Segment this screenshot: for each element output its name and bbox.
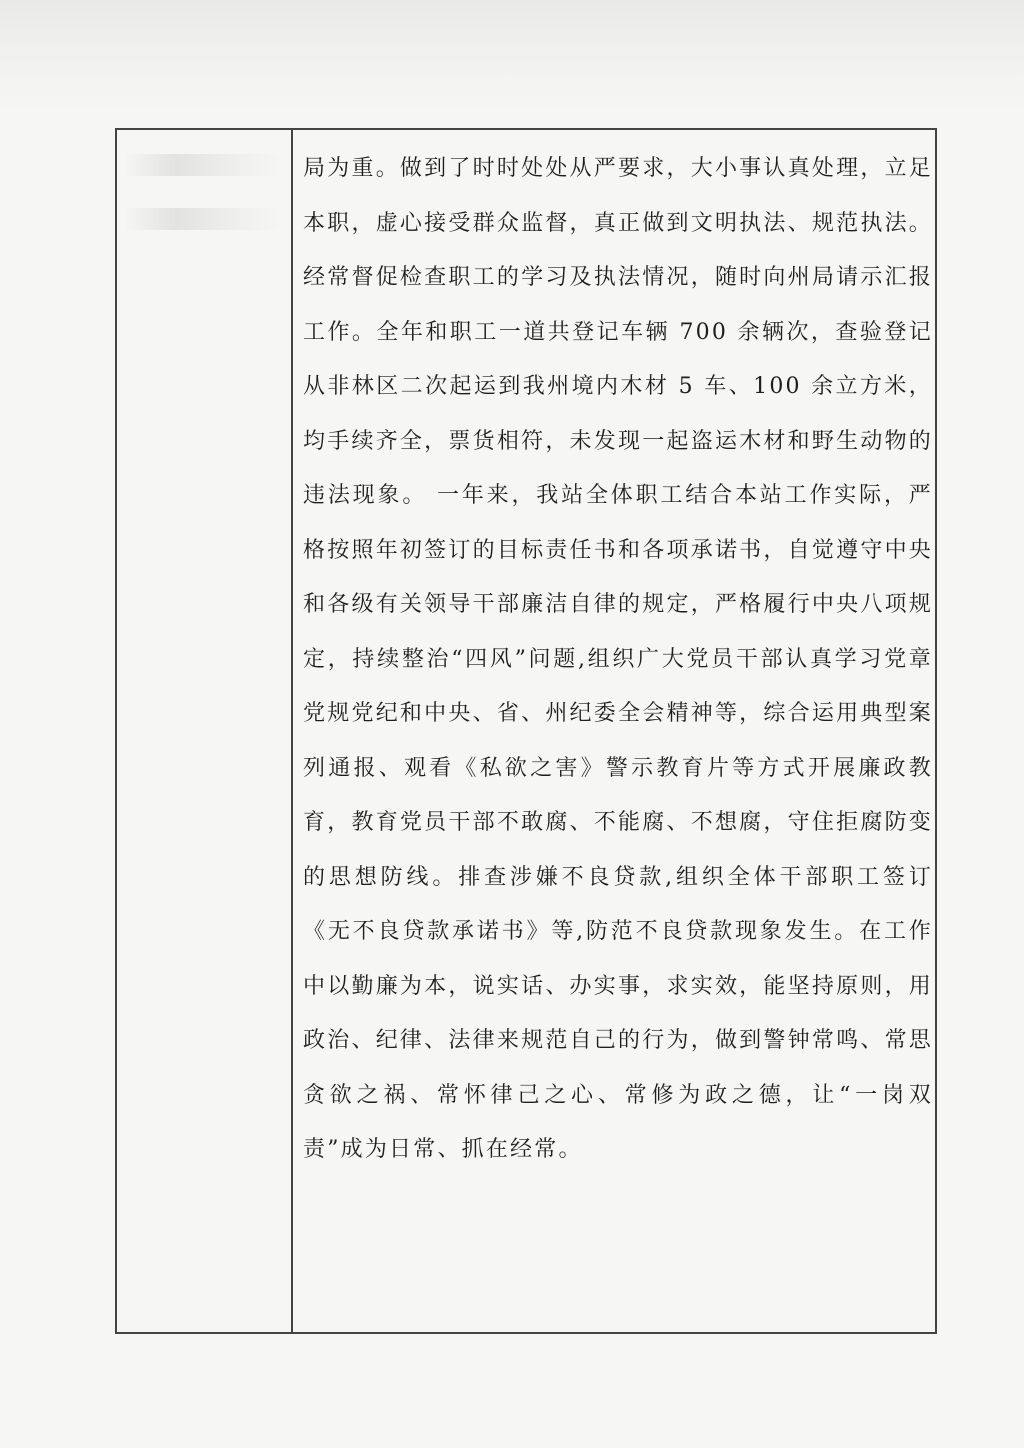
- form-table: [115, 128, 937, 1334]
- label-column: [117, 130, 293, 1332]
- bleed-through-mark: [123, 208, 283, 230]
- content-cell: [303, 142, 933, 1178]
- scan-shadow: [0, 0, 1024, 120]
- bleed-through-mark: [123, 154, 283, 176]
- body-paragraph: 局为重。做到了时时处处从严要求，大小事认真处理，立足本职，虚心接受群众监督，真正做到文明执法、规范执法。经常督促检查职工的学习及执法情况，随时向州局请示汇报工作。全年和职工一道共登记车辆 700 余辆次，查验登记从非林区二次起运到我州境内木材 5 车、100 余立方米，均手续齐全，票货相符，未发现一起盗运木材和野生动物的违法现象。 一年来，我站全体职工结合本站工作实际，严格按照年初签订的目标责任书和各项承诺书，自觉遵守中央和各级有关领导干部廉洁自律的规定，严格履行中央八项规定，持续整治“四风”问题,组织广大党员干部认真学习党章党规党纪和中央、省、州纪委全会精神等，综合运用典型案列通报、观看《私欲之害》警示教育片等方式开展廉政教育，教育党员干部不敢腐、不能腐、不想腐，守住拒腐防变的思想防线。排查涉嫌不良贷款,组织全体干部职工签订《无不良贷款承诺书》等,防范不良贷款现象发生。在工作中以勤廉为本，说实话、办实事，求实效，能坚持原则，用政治、纪律、法律来规范自己的行为，做到警钟常鸣、常思贪欲之祸、常怀律己之心、常修为政之德，让“一岗双责”成为日常、抓在经常。: [303, 156, 933, 1162]
